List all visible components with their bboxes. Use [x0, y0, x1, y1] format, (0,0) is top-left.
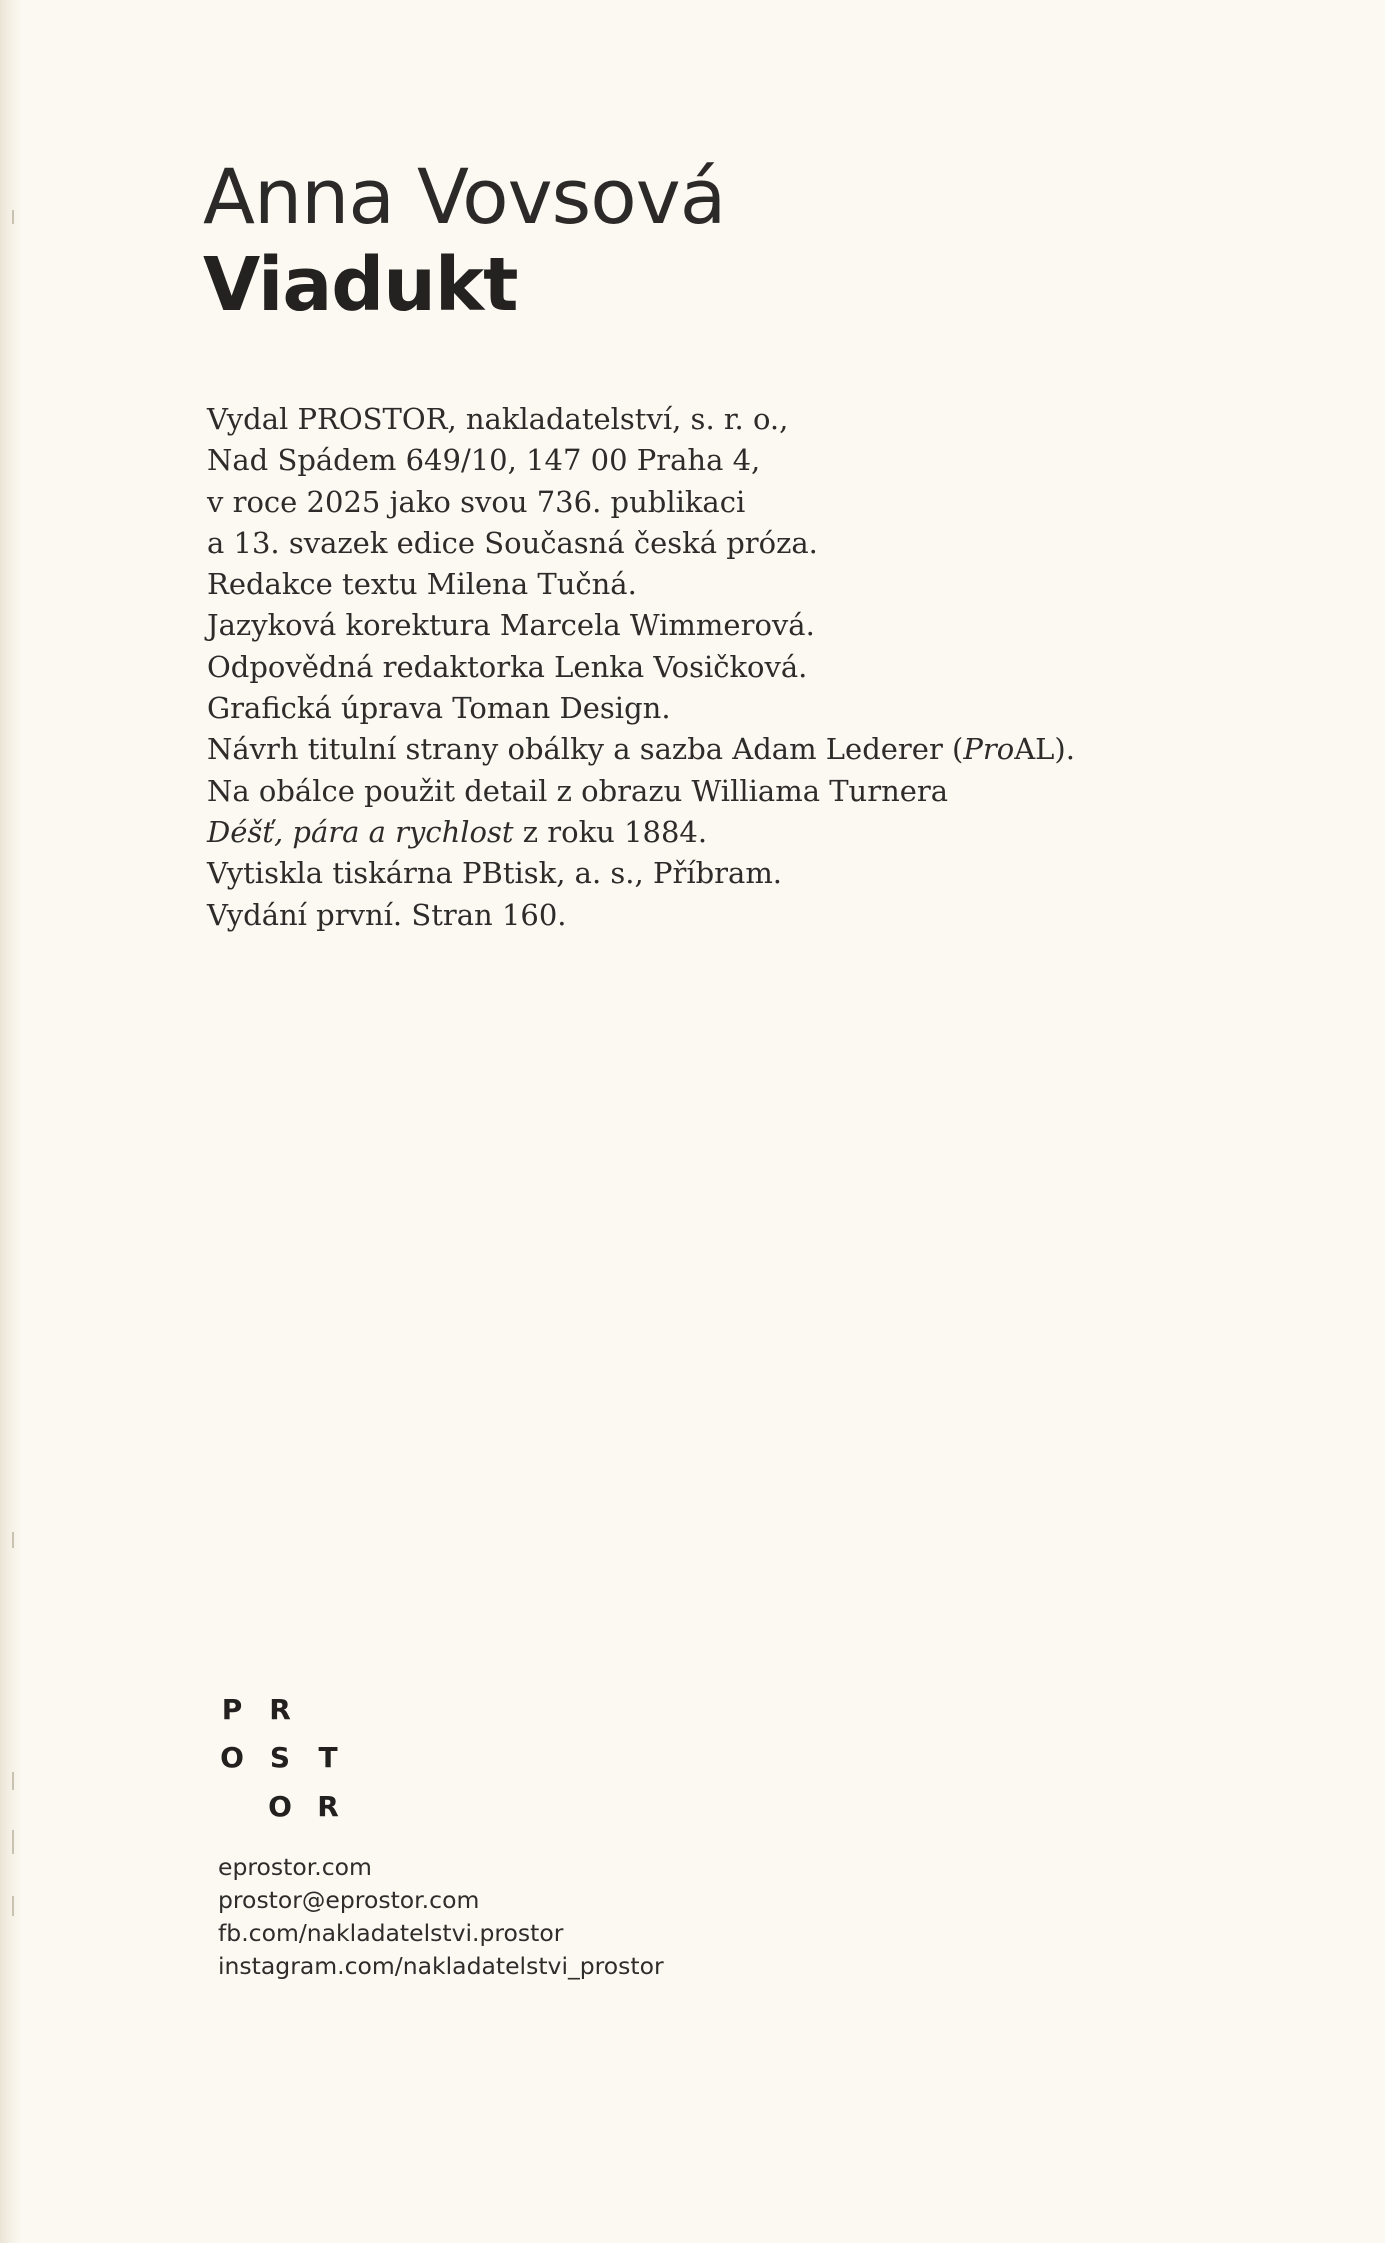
- instagram-address: instagram.com/nakladatelstvi_prostor: [218, 1952, 664, 1980]
- colophon-line: [207, 812, 1207, 853]
- edge-mark: [12, 1772, 14, 1790]
- logo-letter: O: [268, 1790, 292, 1823]
- colophon-line: Vytiskla tiskárna PBtisk, a. s., Příbram.: [207, 856, 783, 891]
- colophon-italic-text: Pro: [963, 732, 1015, 767]
- colophon-line: [207, 729, 1207, 770]
- colophon-line: Vydání první. Stran 160.: [207, 897, 567, 932]
- colophon-line: Redakce textu Milena Tučná.: [207, 567, 637, 602]
- colophon-line: Jazyková korektura Marcela Wimmerová.: [207, 608, 815, 643]
- website-address: eprostor.com: [218, 1853, 372, 1881]
- facebook-address: fb.com/nakladatelstvi.prostor: [218, 1919, 564, 1947]
- logo-letter: R: [269, 1693, 291, 1726]
- colophon-line: Odpovědná redaktorka Lenka Vosičková.: [207, 649, 808, 684]
- painting-title: Déšť, pára a rychlost: [207, 814, 514, 849]
- edge-mark: [12, 1830, 14, 1854]
- colophon-line: v roce 2025 jako svou 736. publikaci: [207, 484, 746, 519]
- colophon-text: Návrh titulní strany obálky a sazba Adam Lederer (: [207, 732, 964, 767]
- edge-mark: [12, 210, 14, 224]
- email-address: prostor@eprostor.com: [218, 1886, 480, 1914]
- colophon-line: Vydal PROSTOR, nakladatelství, s. r. o.,: [207, 402, 789, 436]
- logo-letter: R: [317, 1790, 339, 1823]
- logo-letter: T: [318, 1741, 338, 1774]
- colophon-line: a 13. svazek edice Současná česká próza.: [207, 525, 818, 560]
- colophon-line: Na obálce použit detail z obrazu Williama Turnera: [207, 773, 949, 808]
- logo-letter: P: [221, 1693, 243, 1726]
- colophon-text: z roku 1884.: [513, 814, 708, 849]
- edge-mark: [12, 1532, 14, 1548]
- colophon-line: Nad Spádem 649/10, 147 00 Praha 4,: [207, 443, 761, 478]
- logo-letter: S: [269, 1741, 291, 1774]
- colophon: [207, 399, 1207, 936]
- logo-letter: O: [220, 1741, 244, 1774]
- publisher-contacts: [218, 1851, 664, 1983]
- colophon-text: AL).: [1014, 732, 1075, 767]
- author-name: Anna Vovsová: [203, 152, 726, 241]
- book-title: Viadukt: [203, 242, 518, 328]
- colophon-line: Grafická úprava Toman Design.: [207, 691, 671, 726]
- edge-mark: [12, 1896, 14, 1916]
- publisher-logo: [217, 1693, 357, 1853]
- page-binding-edge: [0, 0, 22, 2243]
